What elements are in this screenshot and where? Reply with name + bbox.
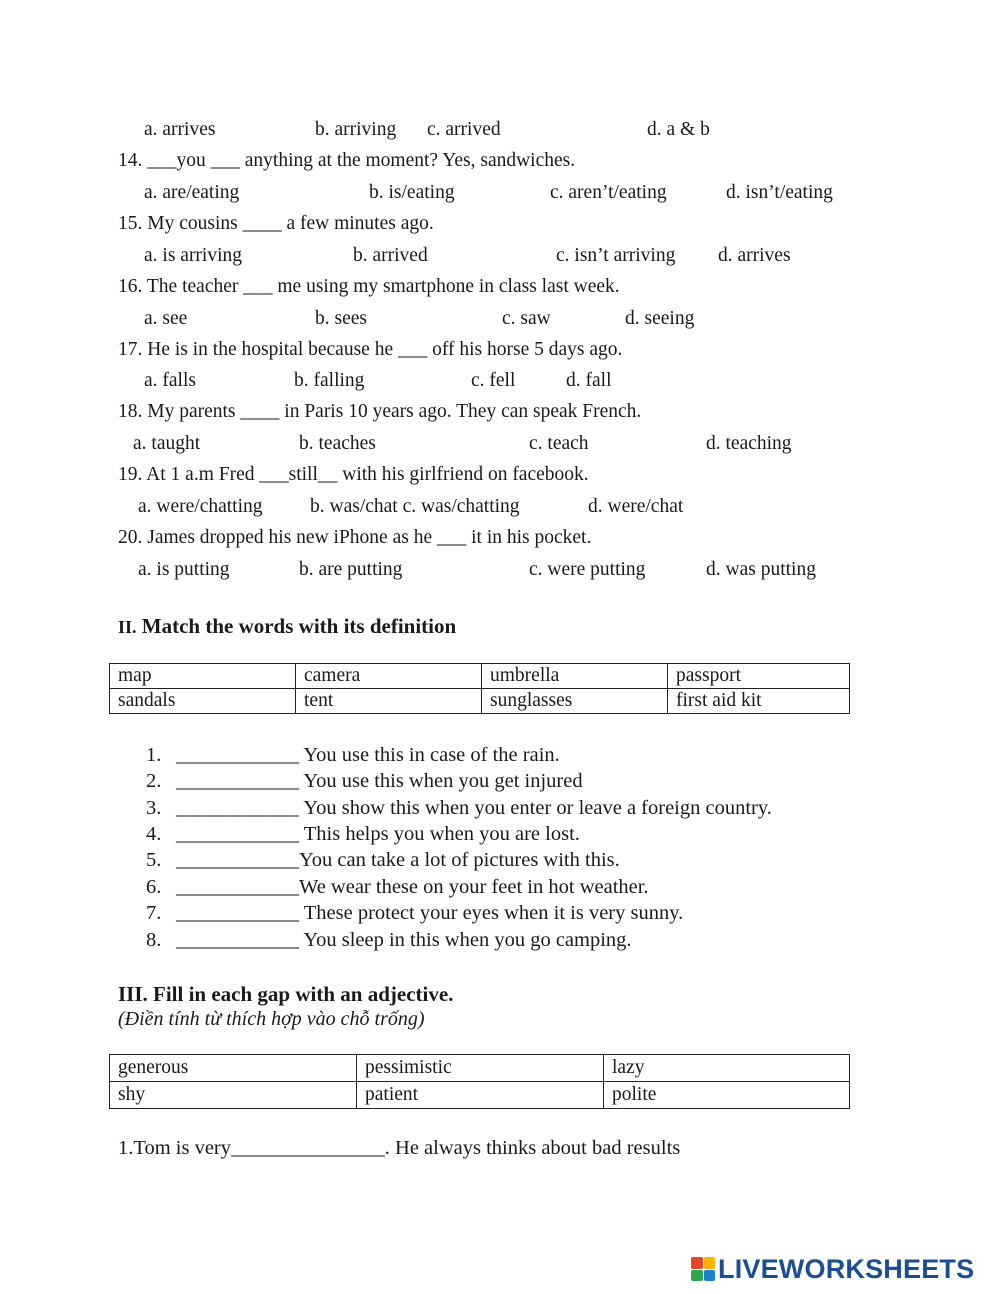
question-18: 18. My parents ____ in Paris 10 years ago. They can speak French. (118, 401, 642, 422)
match-item-number: 5. (146, 849, 162, 871)
match-item-text: ____________ You show this when you enter or leave a foreign country. (176, 797, 772, 819)
q17-option-a: a. falls (144, 370, 196, 391)
section-3-heading: III. Fill in each gap with an adjective. (118, 982, 454, 1006)
word-table (109, 663, 850, 714)
q14-option-c: c. aren’t/eating (550, 182, 667, 203)
q20-option-d: d. was putting (706, 559, 816, 580)
section-2-number: II. (118, 617, 137, 637)
word-cell: passport (668, 664, 850, 689)
question-19: 19. At 1 a.m Fred ___still__ with his girlfriend on facebook. (118, 464, 589, 485)
match-item-number: 7. (146, 902, 162, 924)
word-cell: sandals (110, 689, 296, 714)
match-item-text: ____________ This helps you when you are lost. (176, 823, 580, 845)
q18-option-c: c. teach (529, 433, 589, 454)
word-cell: map (110, 664, 296, 689)
q13-option-d: d. a & b (647, 119, 710, 140)
adjective-cell: shy (110, 1082, 357, 1109)
q14-option-d: d. isn’t/eating (726, 182, 833, 203)
word-cell: tent (296, 689, 482, 714)
liveworksheets-wordmark: LIVEWORKSHEETS (718, 1253, 975, 1284)
fill-question-1 (118, 1138, 680, 1159)
logo-square-4 (704, 1270, 716, 1282)
word-cell: first aid kit (668, 689, 850, 714)
logo-square-3 (691, 1270, 703, 1282)
section-2-heading (118, 616, 456, 637)
q15-option-c: c. isn’t arriving (556, 245, 676, 266)
q15-option-d: d. arrives (718, 245, 791, 266)
q18-option-d: d. teaching (706, 433, 792, 454)
q20-option-a: a. is putting (138, 559, 230, 580)
q19-option-a: a. were/chatting (138, 496, 263, 517)
word-cell: camera (296, 664, 482, 689)
liveworksheets-logo-icon (691, 1257, 715, 1281)
answer-blank[interactable]: _______________ (231, 1137, 385, 1159)
match-item-text: ____________You can take a lot of pictures with this. (176, 849, 620, 871)
adjective-table (109, 1054, 850, 1109)
fill-question-1-end: . He always thinks about bad results (384, 1137, 681, 1159)
adjective-cell: patient (357, 1082, 604, 1109)
q17-option-d: d. fall (566, 370, 612, 391)
section-3-subheading: (Điền tính từ thích hợp vào chỗ trống) (118, 1008, 425, 1030)
adjective-cell: generous (110, 1055, 357, 1082)
question-14: 14. ___you ___ anything at the moment? Yes, sandwiches. (118, 150, 576, 171)
logo-square-1 (691, 1257, 703, 1269)
match-item-number: 4. (146, 823, 162, 845)
q19-option-bc: b. was/chat c. was/chatting (310, 496, 520, 517)
q14-option-b: b. is/eating (369, 182, 455, 203)
adjective-cell: polite (604, 1082, 850, 1109)
q20-option-c: c. were putting (529, 559, 646, 580)
match-item-text: ____________We wear these on your feet in hot weather. (176, 876, 649, 898)
q16-option-b: b. sees (315, 308, 367, 329)
q17-option-b: b. falling (294, 370, 365, 391)
word-cell: sunglasses (482, 689, 668, 714)
q13-option-c: c. arrived (427, 119, 501, 140)
match-item-number: 2. (146, 770, 162, 792)
question-17: 17. He is in the hospital because he ___ off his horse 5 days ago. (118, 339, 623, 360)
q13-option-b: b. arriving (315, 119, 397, 140)
adjective-cell: lazy (604, 1055, 850, 1082)
q16-option-a: a. see (144, 308, 188, 329)
match-item-text: ____________ You use this in case of the rain. (176, 744, 560, 766)
match-item-text: ____________ You sleep in this when you go camping. (176, 929, 632, 951)
q17-option-c: c. fell (471, 370, 516, 391)
match-item-number: 3. (146, 797, 162, 819)
match-item-number: 1. (146, 744, 162, 766)
question-20: 20. James dropped his new iPhone as he ___ it in his pocket. (118, 527, 592, 548)
q18-option-a: a. taught (133, 433, 201, 454)
fill-question-1-start: 1.Tom is very (118, 1137, 232, 1159)
adjective-cell: pessimistic (357, 1055, 604, 1082)
q18-option-b: b. teaches (299, 433, 376, 454)
q15-option-b: b. arrived (353, 245, 428, 266)
match-item-text: ____________ You use this when you get injured (176, 770, 583, 792)
word-cell: umbrella (482, 664, 668, 689)
match-item-number: 6. (146, 876, 162, 898)
q16-option-c: c. saw (502, 308, 551, 329)
match-item-text: ____________ These protect your eyes when it is very sunny. (176, 902, 684, 924)
q13-option-a: a. arrives (144, 119, 216, 140)
liveworksheets-logo (691, 1253, 975, 1284)
section-2-title: Match the words with its definition (136, 614, 457, 638)
logo-square-2 (704, 1257, 716, 1269)
q19-option-d: d. were/chat (588, 496, 684, 517)
q15-option-a: a. is arriving (144, 245, 243, 266)
q16-option-d: d. seeing (625, 308, 695, 329)
question-15: 15. My cousins ____ a few minutes ago. (118, 213, 434, 234)
match-item-number: 8. (146, 929, 162, 951)
question-16: 16. The teacher ___ me using my smartphone in class last week. (118, 276, 620, 297)
q20-option-b: b. are putting (299, 559, 403, 580)
q14-option-a: a. are/eating (144, 182, 240, 203)
